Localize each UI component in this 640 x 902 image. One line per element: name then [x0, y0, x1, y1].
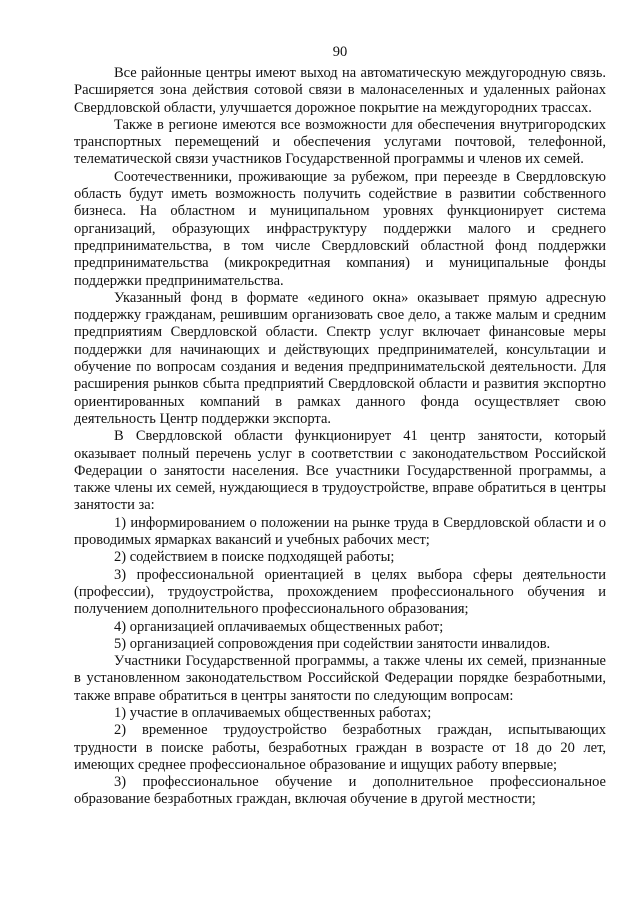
- page-number: 90: [332, 44, 348, 60]
- list-item: 1) информированием о положении на рынке труда в Свердловской области и о проводимых ярмарках вакансий и учебных рабочих мест;: [74, 514, 606, 549]
- list-item: 3) профессиональной ориентацией в целях выбора сферы деятельности (профессии), трудоустройства, прохождением профессионального обучения и получением дополнительного профессионального образования;: [74, 566, 606, 618]
- paragraph-business-support: Соотечественники, проживающие за рубежом, при переезде в Свердловскую область будут иметь возможность получить содействие в развитии собственного бизнеса. На областном и муниципальном уровнях функционирует система организаций, образующих инфраструктуру поддержки малого и среднего предпринимательства, в том числе Свердловский областной фонд поддержки предпринимательства (микрокредитная компания) и муниципальные фонды поддержки предпринимательства.: [74, 168, 606, 289]
- list-item: 4) организацией оплачиваемых общественных работ;: [114, 618, 444, 635]
- paragraph-unemployed-participants: Участники Государственной программы, а также члены их семей, признанные в установленном законодательством Российской Федерации порядке безработными, также вправе обратиться в центры занятости по следующим вопросам:: [74, 653, 606, 704]
- paragraph-communications: Все районные центры имеют выход на автоматическую междугородную связь. Расширяется зона действия сотовой связи в малонаселенных и удаленных районах Свердловской области, улучшается дорожное покрытие на междугородних трассах.: [74, 65, 606, 116]
- list-item: 2) временное трудоустройство безработных граждан, испытывающих трудности в поиске работы, безработных граждан в возрасте от 18 до 20 лет, имеющих среднее профессиональное образование и ищущих работу впервые;: [74, 722, 606, 773]
- document-page: [74, 44, 606, 809]
- list-item: 2) содействием в поиске подходящей работы;: [114, 549, 395, 566]
- paragraph-transport-services: Также в регионе имеются все возможности для обеспечения внутригородских транспортных перемещений и обеспечения услугами почтовой, телефонной, телематической связи участников Государственной программы и членов их семей.: [74, 116, 606, 168]
- list-item: 5) организацией сопровождения при содействии занятости инвалидов.: [114, 635, 551, 652]
- list-item: 1) участие в оплачиваемых общественных работах;: [114, 704, 432, 721]
- list-item: 3) профессиональное обучение и дополнительное профессиональное образование безработных граждан, включая обучение в другой местности;: [74, 774, 606, 808]
- paragraph-employment-centers: В Свердловской области функционирует 41 центр занятости, который оказывает полный перечень услуг в соответствии с законодательством Российской Федерации о занятости населения. Все участники Государственной программы, а также члены их семей, нуждающиеся в трудоустройстве, вправе обратиться в центры занятости за:: [74, 428, 606, 514]
- paragraph-single-window-fund: Указанный фонд в формате «единого окна» оказывает прямую адресную поддержку гражданам, решившим организовать свое дело, а также малым и средним предприятиям Свердловской области. Спектр услуг включает финансовые меры поддержки для начинающих и действующих предпринимателей, консультации и обучение по вопросам создания и ведения предпринимательской деятельности. Для расширения рынков сбыта предприятий Свердловской области и развития экспортно ориентированных компаний в рамках данного фонда осуществляет свою деятельность Центр поддержки экспорта.: [74, 289, 606, 427]
